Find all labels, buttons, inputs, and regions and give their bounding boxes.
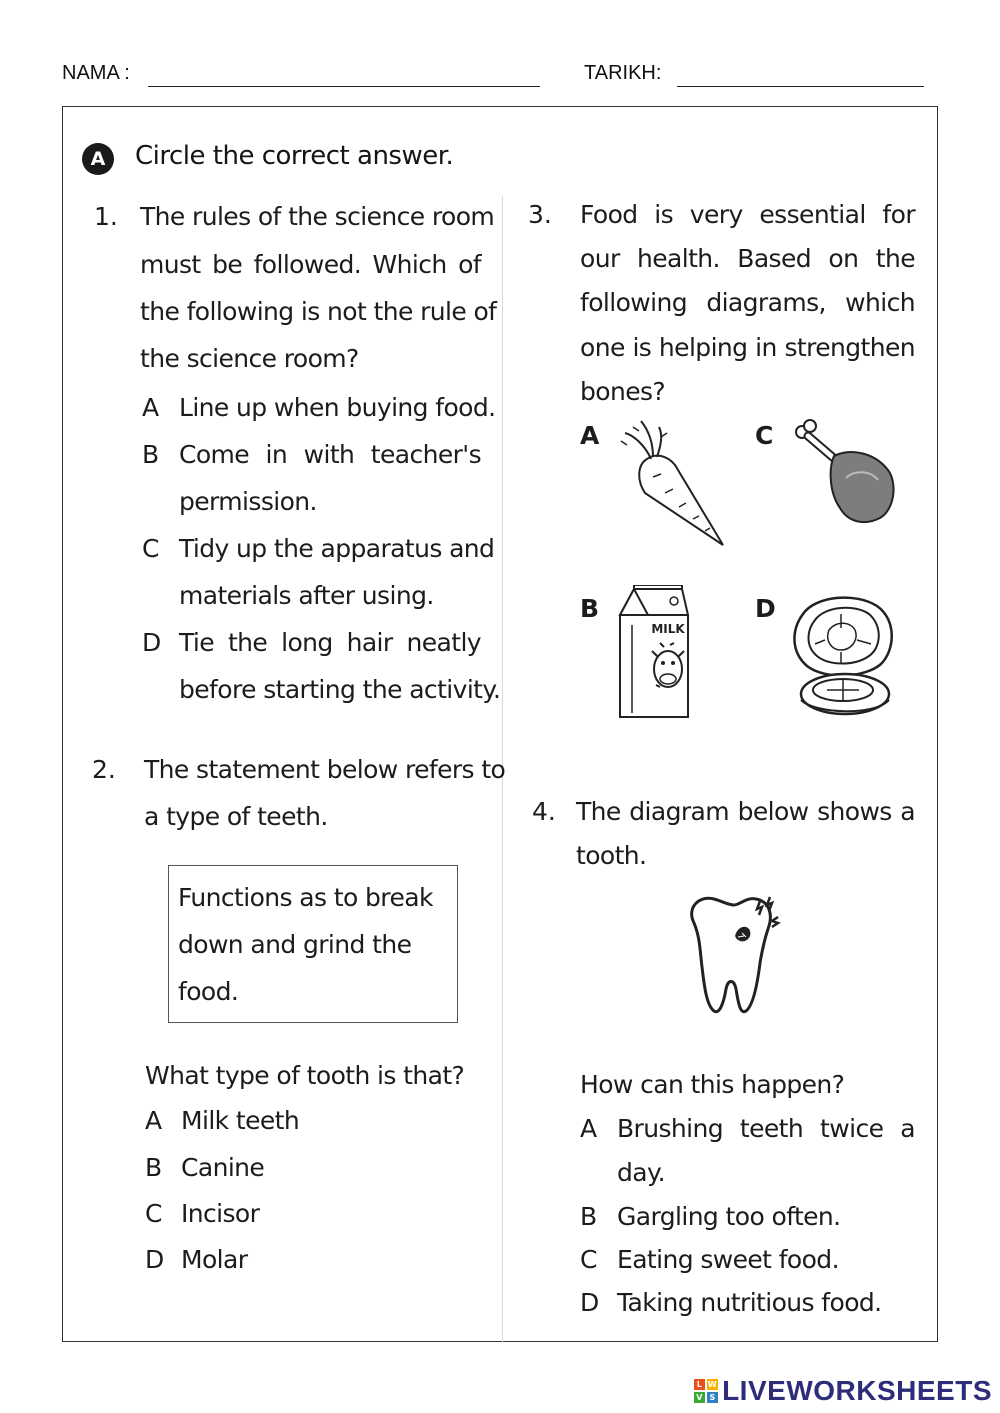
q2-option-d-letter[interactable]: D (145, 1245, 164, 1274)
q4-option-a-cont[interactable]: day. (617, 1158, 665, 1187)
milk-label: MILK (651, 622, 685, 636)
q4-option-a-letter[interactable]: A (580, 1114, 597, 1143)
q4-option-b-letter[interactable]: B (580, 1202, 597, 1231)
q3-line-5: bones? (580, 377, 666, 406)
date-label: TARIKH: (584, 62, 662, 84)
q2-number: 2. (92, 755, 116, 784)
q2-question: What type of tooth is that? (145, 1061, 465, 1090)
logo-cell-1: L (694, 1379, 705, 1390)
q3-line-3: following diagrams, which (580, 288, 915, 317)
q2-line-2: a type of teeth. (144, 802, 328, 831)
q4-option-a[interactable]: Brushing teeth twice a (617, 1114, 915, 1143)
q2-option-b[interactable]: Canine (181, 1153, 265, 1182)
q2-option-a[interactable]: Milk teeth (181, 1106, 300, 1135)
q3-option-c-letter[interactable]: C (755, 421, 773, 450)
milk-carton-icon[interactable] (612, 585, 692, 723)
logo-cell-2: W (707, 1380, 718, 1389)
q3-line-2: our health. Based on the (580, 244, 915, 273)
section-title: Circle the correct answer. (135, 141, 454, 171)
q3-line-1: Food is very essential for (580, 200, 915, 229)
q1-option-d[interactable]: Tie the long hair neatly (179, 628, 481, 657)
q1-option-c-cont[interactable]: materials after using. (179, 581, 434, 610)
q4-line-2: tooth. (576, 841, 647, 870)
q1-line-4: the science room? (140, 344, 359, 373)
q4-option-c-letter[interactable]: C (580, 1245, 597, 1274)
q1-option-c[interactable]: Tidy up the apparatus and (179, 534, 495, 563)
q3-option-a-letter[interactable]: A (580, 421, 599, 450)
q2-line-1: The statement below refers to (144, 755, 506, 784)
statement-line-1: Functions as to break (178, 883, 433, 912)
q3-number: 3. (528, 200, 552, 229)
q1-option-b-letter[interactable]: B (142, 440, 159, 469)
logo-cell-3: V (694, 1392, 705, 1403)
q4-number: 4. (532, 797, 556, 826)
liveworksheets-logo (694, 1375, 992, 1407)
q1-option-b-cont[interactable]: permission. (179, 487, 317, 516)
q1-option-d-letter[interactable]: D (142, 628, 161, 657)
q4-option-b[interactable]: Gargling too often. (617, 1202, 841, 1231)
q2-option-d[interactable]: Molar (181, 1245, 248, 1274)
q1-line-3: the following is not the rule of (140, 297, 497, 326)
q1-number: 1. (94, 202, 118, 231)
q3-line-4: one is helping in strengthen (580, 333, 915, 362)
q4-option-d-letter[interactable]: D (580, 1288, 599, 1317)
q1-option-a[interactable]: Line up when buying food. (179, 393, 496, 422)
q1-option-c-letter[interactable]: C (142, 534, 159, 563)
q1-line-2: must be followed. Which of (140, 250, 481, 279)
q2-option-c-letter[interactable]: C (145, 1199, 162, 1228)
section-badge: A (82, 143, 114, 175)
q1-option-a-letter[interactable]: A (142, 393, 159, 422)
q4-option-d[interactable]: Taking nutritious food. (617, 1288, 882, 1317)
statement-line-2: down and grind the (178, 930, 412, 959)
q2-option-a-letter[interactable]: A (145, 1106, 162, 1135)
q3-option-d-letter[interactable]: D (755, 594, 776, 623)
q4-question: How can this happen? (580, 1070, 845, 1099)
statement-line-3: food. (178, 977, 239, 1006)
q3-option-b-letter[interactable]: B (580, 594, 599, 623)
carrot-icon[interactable] (615, 415, 730, 550)
q2-option-b-letter[interactable]: B (145, 1153, 162, 1182)
q4-option-c[interactable]: Eating sweet food. (617, 1245, 839, 1274)
chicken-drumstick-icon[interactable] (790, 418, 900, 528)
q1-option-b[interactable]: Come in with teacher's (179, 440, 481, 469)
logo-cell-4: S (707, 1392, 718, 1403)
meat-slices-icon[interactable] (785, 590, 900, 720)
logo-grid-icon (694, 1379, 718, 1403)
q4-line-1: The diagram below shows a (576, 797, 915, 826)
q1-option-d-cont[interactable]: before starting the activity. (179, 675, 501, 704)
name-label: NAMA : (62, 62, 130, 84)
date-field[interactable] (677, 86, 924, 87)
q2-option-c[interactable]: Incisor (181, 1199, 260, 1228)
decayed-tooth-icon (680, 893, 790, 1018)
brand-text: LIVEWORKSHEETS (722, 1375, 992, 1406)
name-field[interactable] (148, 86, 540, 87)
q1-line-1: The rules of the science room (140, 202, 495, 231)
